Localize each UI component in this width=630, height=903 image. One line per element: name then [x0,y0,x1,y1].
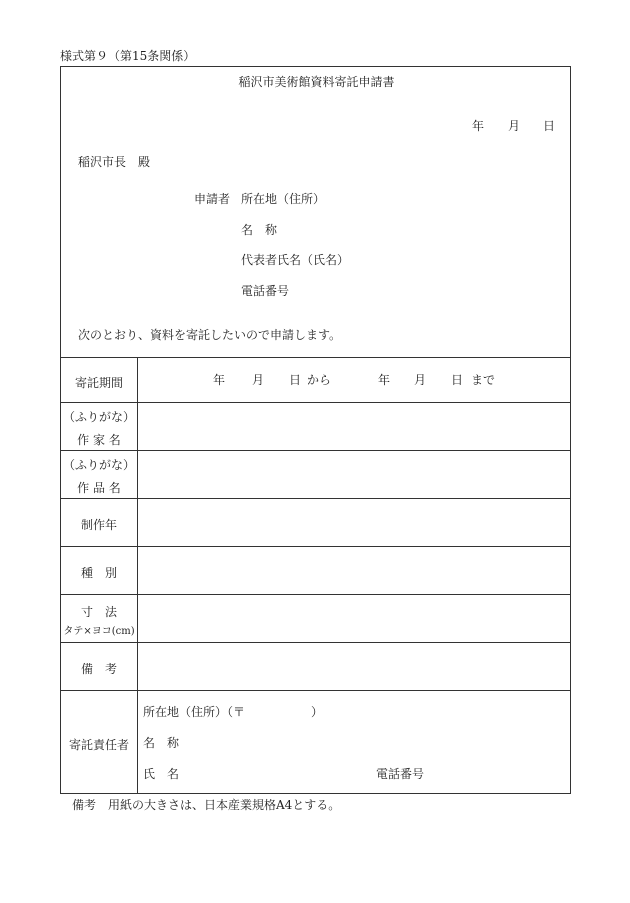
custodian-address-close: ） [311,705,324,719]
work-label: 作 品 名 [77,481,121,495]
label-column-divider [137,357,138,794]
size-field[interactable] [139,596,569,640]
year-made-field[interactable] [139,500,569,544]
application-statement: 次のとおり、資料を寄託したいので申請します。 [78,328,342,342]
custodian-name-field[interactable]: 名 称 [143,736,180,750]
date-month[interactable]: 月 [508,119,521,133]
period-from-day[interactable]: 日 [289,373,302,387]
type-field[interactable] [139,548,569,592]
applicant-address-field[interactable]: 所在地（住所） [241,192,326,206]
footnote: 備考 用紙の大きさは、日本産業規格A4とする。 [72,798,341,812]
period-to-month[interactable]: 月 [414,373,427,387]
applicant-representative-field[interactable]: 代表者氏名（氏名） [241,253,350,267]
type-label: 種 別 [80,566,117,580]
period-to-day[interactable]: 日 [451,373,464,387]
period-label: 寄託期間 [74,376,123,390]
period-to-year[interactable]: 年 [378,373,391,387]
artist-field[interactable] [139,404,569,448]
applicant-phone-field[interactable]: 電話番号 [241,284,290,298]
artist-furigana-label: （ふりがな） [62,410,135,424]
applicant-label: 申請者 [194,192,231,206]
work-field[interactable] [139,452,569,496]
size-unit-label: タテ×ヨコ(cm) [63,626,135,637]
form-title: 稲沢市美術館資料寄託申請書 [238,75,395,89]
period-to-word: まで [471,373,496,387]
date-day[interactable]: 日 [543,119,556,133]
size-label: 寸 法 [80,605,117,619]
period-from-word: から [307,373,332,387]
period-from-month[interactable]: 月 [252,373,265,387]
addressee: 稲沢市長 殿 [78,155,151,169]
work-furigana-label: （ふりがな） [62,458,135,472]
custodian-label: 寄託責任者 [68,738,129,752]
custodian-address-field[interactable]: 所在地（住所）（〒 [143,705,246,719]
custodian-phone-field[interactable]: 電話番号 [376,767,425,781]
date-year[interactable]: 年 [472,119,485,133]
remarks-field[interactable] [139,644,569,688]
period-from-year[interactable]: 年 [213,373,226,387]
remarks-label: 備 考 [80,662,117,676]
year-made-label: 制作年 [80,518,117,532]
applicant-name-field[interactable]: 名 称 [241,223,278,237]
form-number: 様式第９（第15条関係） [60,49,196,63]
custodian-person-field[interactable]: 氏 名 [143,767,180,781]
application-form [60,66,571,794]
artist-label: 作 家 名 [77,433,121,447]
